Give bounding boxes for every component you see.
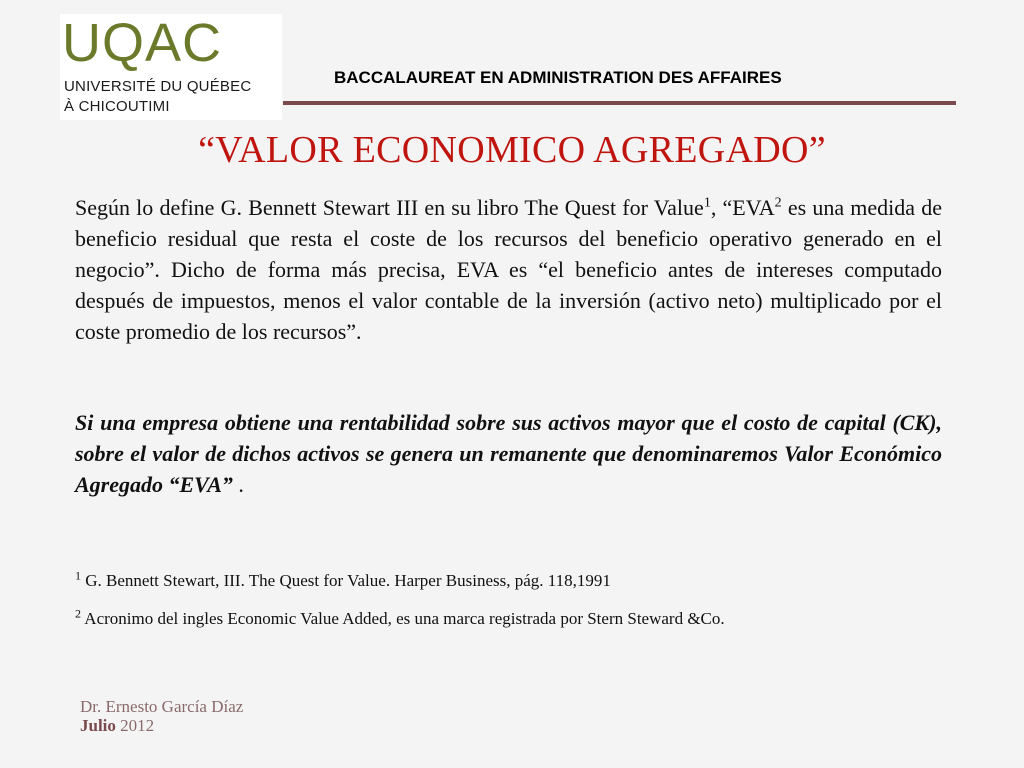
footnote-1 — [75, 567, 942, 594]
date-month: Julio — [80, 716, 116, 735]
footnote-number: 2 — [75, 606, 81, 621]
logo-line-2: À CHICOUTIMI — [64, 98, 170, 115]
uqac-logo — [60, 14, 282, 120]
slide-date — [80, 716, 154, 736]
emphasis-paragraph — [75, 407, 942, 500]
footnote-ref-2: 2 — [774, 195, 782, 211]
footnote-text: G. Bennett Stewart, III. The Quest for Value. Harper Business, pág. 118,1991 — [81, 571, 611, 590]
definition-text-b: , “EVA — [710, 195, 775, 220]
definition-paragraph — [75, 192, 942, 347]
footnote-ref-1: 1 — [703, 195, 711, 211]
footnote-text: Acronimo del ingles Economic Value Added, es una marca registrada por Stern Steward &Co. — [81, 609, 725, 628]
slide-title: “VALOR ECONOMICO AGREGADO” — [198, 129, 826, 171]
footnote-number: 1 — [75, 568, 81, 583]
definition-text-c: es una medida de beneficio residual que resta el coste de los recursos del beneficio operativo generado en el negocio”. Dicho de forma más precisa, EVA es “el beneficio antes de intereses computado después de impuestos, menos el valor contable de la inversión (activo neto) multiplicado por el coste promedio de los recursos”. — [75, 195, 942, 344]
logo-brand: UQAC — [62, 13, 223, 73]
definition-text-a: Según lo define G. Bennett Stewart III en su libro The Quest for Value — [75, 195, 704, 220]
emphasis-tail: . — [232, 472, 244, 497]
header-divider — [283, 101, 956, 105]
footnote-2 — [75, 605, 942, 632]
emphasis-text: Si una empresa obtiene una rentabilidad sobre sus activos mayor que el costo de capital (CK), sobre el valor de dichos activos se genera un remanente que denominaremos Valor Económico Agregado “EVA” — [75, 410, 942, 497]
author-name: Dr. Ernesto García Díaz — [80, 697, 244, 716]
program-header: BACCALAUREAT EN ADMINISTRATION DES AFFAIRES — [334, 68, 782, 87]
date-year: 2012 — [115, 716, 155, 735]
logo-line-1: UNIVERSITÉ DU QUÉBEC — [64, 78, 252, 95]
